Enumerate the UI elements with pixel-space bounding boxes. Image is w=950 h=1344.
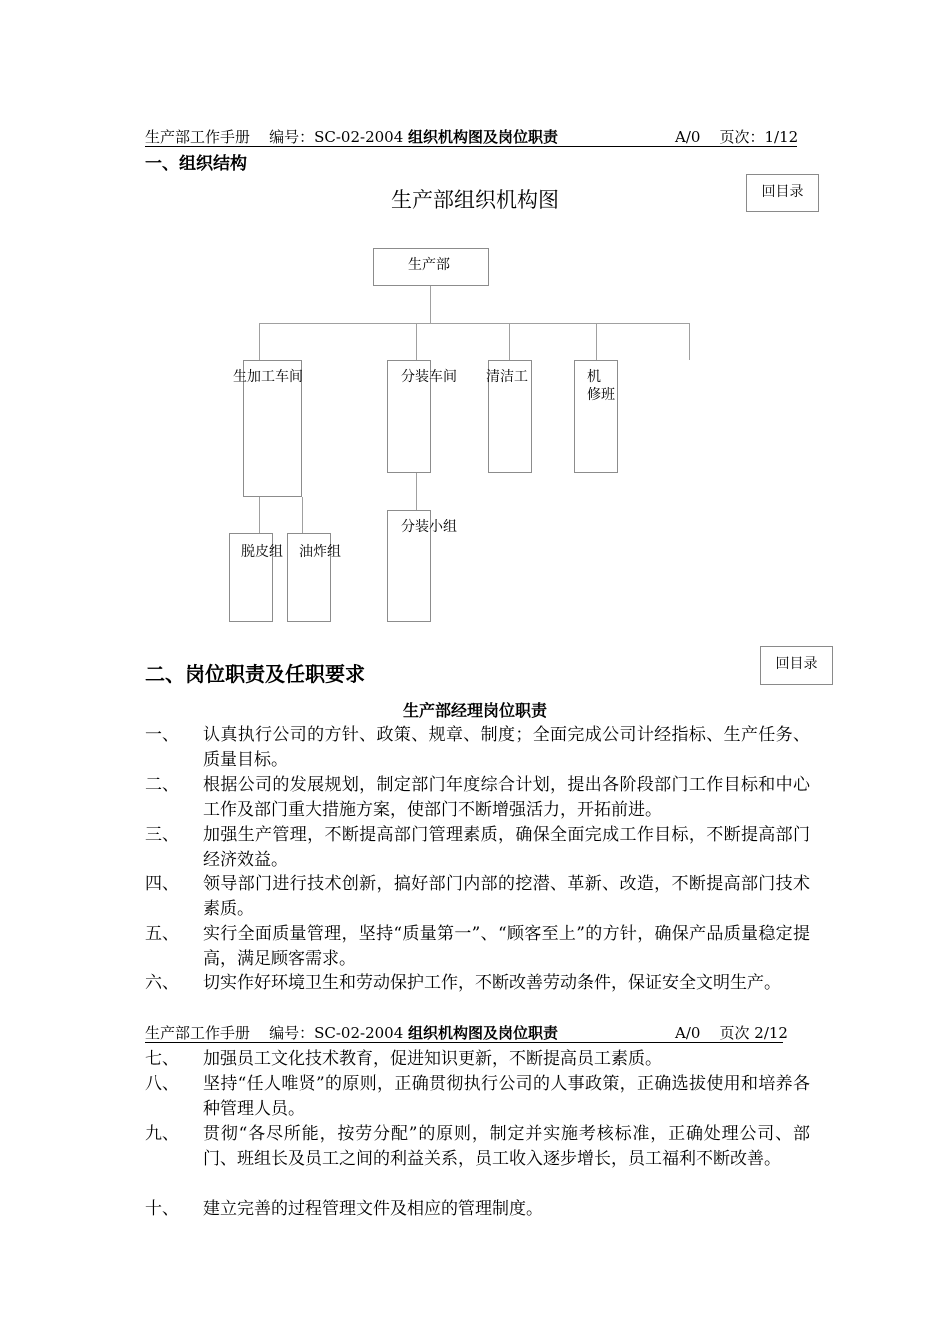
org-node-cleaning-label: 清洁工 bbox=[486, 369, 528, 385]
duty-item bbox=[145, 773, 810, 823]
duty-item bbox=[145, 1072, 810, 1122]
org-node-packing-team-label: 分装小组 bbox=[401, 519, 457, 535]
page-header bbox=[145, 128, 797, 147]
header-manual: 生产部工作手册 bbox=[145, 128, 251, 146]
duty-number: 四、 bbox=[145, 874, 179, 894]
duty-text: 加强员工文化技术教育，促进知识更新，不断提高员工素质。 bbox=[203, 1049, 662, 1069]
connector-2 bbox=[416, 323, 417, 361]
duty-item bbox=[145, 922, 810, 972]
header-underline bbox=[145, 146, 797, 147]
section-title-duties: 二、岗位职责及任职要求 bbox=[145, 662, 365, 686]
header-underline bbox=[145, 1042, 783, 1043]
header-revision: A/0 bbox=[675, 128, 701, 146]
header-page: 页次：1/12 bbox=[719, 128, 799, 146]
connector-root-down bbox=[430, 286, 431, 324]
duty-number: 二、 bbox=[145, 775, 179, 795]
duty-number: 十、 bbox=[145, 1199, 179, 1219]
header-doc-title: 组织机构图及岗位职责 bbox=[408, 1024, 559, 1042]
header-doc-title: 组织机构图及岗位职责 bbox=[408, 128, 559, 146]
back-to-toc-button-2[interactable]: 回目录 bbox=[760, 646, 833, 685]
duty-text: 建立完善的过程管理文件及相应的管理制度。 bbox=[203, 1199, 543, 1219]
header-code: 编号：SC-02-2004 bbox=[269, 128, 404, 146]
org-node-maintenance-label-2: 修班 bbox=[587, 387, 615, 403]
back-to-toc-button[interactable]: 回目录 bbox=[746, 174, 819, 212]
duty-number: 一、 bbox=[145, 725, 179, 745]
duty-number: 七、 bbox=[145, 1049, 179, 1069]
duty-item bbox=[145, 823, 810, 873]
connector-fry-down bbox=[302, 497, 303, 534]
duty-text: 根据公司的发展规划，制定部门年度综合计划，提出各阶段部门工作目标和中心工作及部门重大措施方案，使部门不断增强活力，开拓前进。 bbox=[203, 775, 810, 820]
duty-number: 三、 bbox=[145, 825, 179, 845]
org-chart-title: 生产部组织机构图 bbox=[391, 188, 559, 212]
duty-number: 五、 bbox=[145, 924, 179, 944]
org-node-frying-label: 油炸组 bbox=[299, 544, 341, 560]
duty-text: 贯彻“各尽所能，按劳分配”的原则，制定并实施考核标准，正确处理公司、部门、班组长及员工之间的利益关系，员工收入逐步增长，员工福利不断改善。 bbox=[203, 1124, 810, 1169]
org-node-maintenance-label-1: 机 bbox=[587, 369, 601, 385]
duty-text: 认真执行公司的方针、政策、规章、制度；全面完成公司计经指标、生产任务、质量目标。 bbox=[203, 725, 810, 770]
connector-1 bbox=[259, 323, 260, 361]
duty-number: 六、 bbox=[145, 973, 179, 993]
duty-item bbox=[145, 1197, 810, 1222]
duties-subtitle: 生产部经理岗位职责 bbox=[402, 701, 547, 720]
connector-horizontal bbox=[259, 323, 690, 324]
connector-peel-down bbox=[259, 497, 260, 534]
connector-4 bbox=[596, 323, 597, 361]
header-page: 页次 2/12 bbox=[719, 1024, 788, 1042]
org-node-raw-processing-label: 生加工车间 bbox=[233, 369, 303, 385]
duty-item bbox=[145, 971, 810, 1021]
page-header-2 bbox=[145, 1024, 788, 1043]
duty-text: 领导部门进行技术创新，搞好部门内部的挖潜、革新、改造，不断提高部门技术素质。 bbox=[203, 874, 810, 919]
duty-text: 实行全面质量管理，坚持“质量第一”、“顾客至上”的方针，确保产品质量稳定提高，满足顾客需求。 bbox=[203, 924, 810, 969]
duty-text: 切实作好环境卫生和劳动保护工作，不断改善劳动条件，保证安全文明生产。 bbox=[203, 973, 781, 993]
header-revision: A/0 bbox=[675, 1024, 701, 1042]
org-node-packing-label: 分装车间 bbox=[401, 369, 457, 385]
connector-3 bbox=[509, 323, 510, 361]
duty-item bbox=[145, 872, 810, 922]
connector-packing-down bbox=[416, 473, 417, 511]
header-code: 编号：SC-02-2004 bbox=[269, 1024, 404, 1042]
duty-text: 坚持“任人唯贤”的原则，正确贯彻执行公司的人事政策，正确选拔使用和培养各种管理人员。 bbox=[203, 1074, 810, 1119]
duty-number: 八、 bbox=[145, 1074, 179, 1094]
header-manual: 生产部工作手册 bbox=[145, 1024, 251, 1042]
section-title-org: 一、组织结构 bbox=[145, 154, 247, 174]
duty-item bbox=[145, 1047, 810, 1072]
duty-number: 九、 bbox=[145, 1124, 179, 1144]
duty-item bbox=[145, 723, 810, 773]
org-node-peeling-label: 脱皮组 bbox=[241, 544, 283, 560]
connector-5 bbox=[689, 323, 690, 360]
org-node-production-dept-label: 生产部 bbox=[408, 257, 450, 273]
duty-item bbox=[145, 1122, 810, 1197]
duty-text: 加强生产管理，不断提高部门管理素质，确保全面完成工作目标，不断提高部门经济效益。 bbox=[203, 825, 810, 870]
